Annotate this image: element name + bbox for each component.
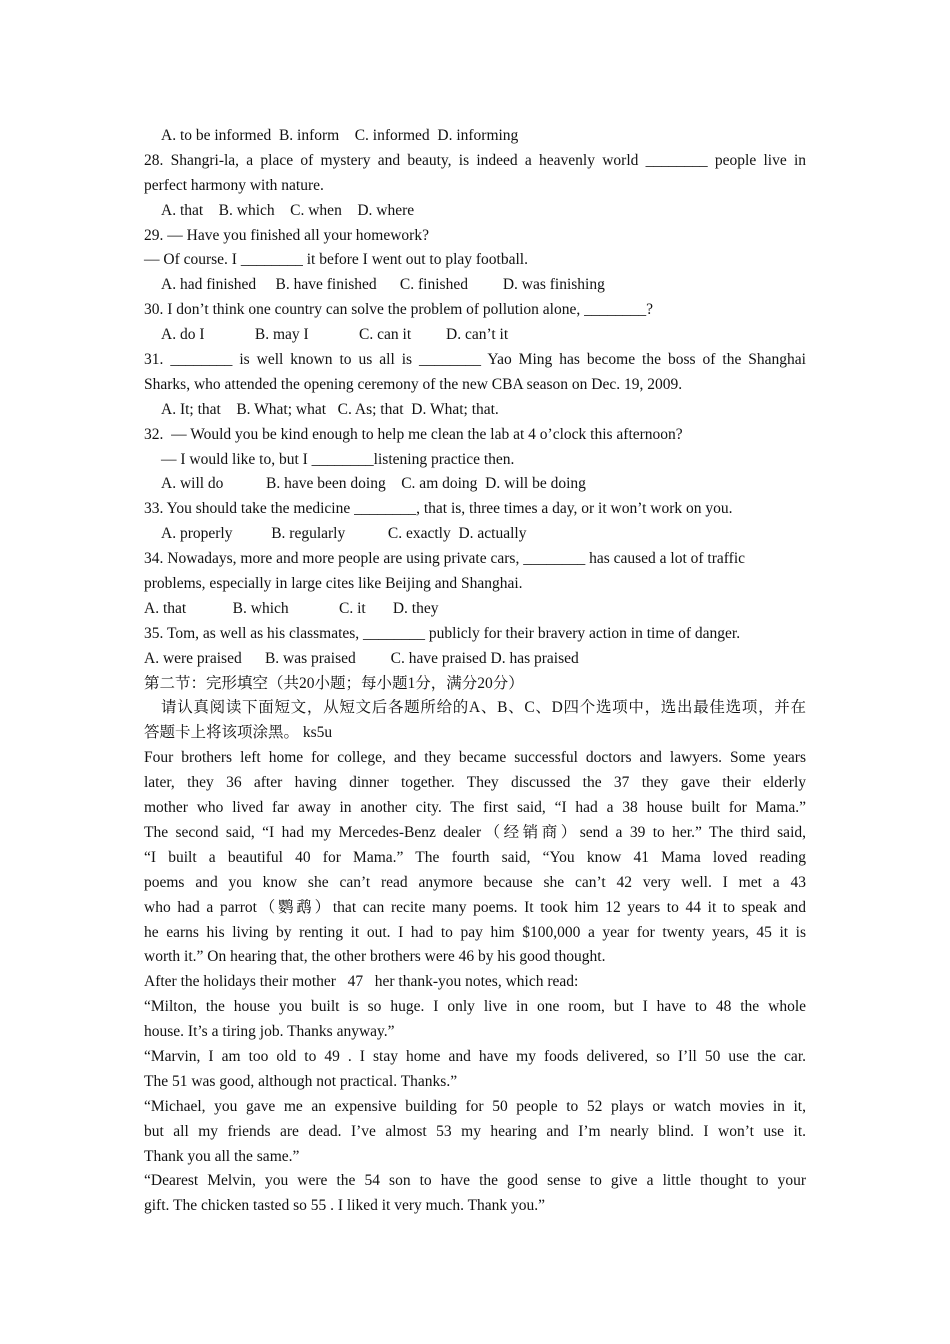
passage-line: “Milton, the house you built is so huge. I only live in one room, but I have to 48 the whole: [144, 998, 806, 1016]
q34-stem-line1: 34. Nowadays, more and more people are using private cars, ________ has caused a lot of traffic: [144, 550, 746, 568]
passage-paragraph-4: [144, 1045, 806, 1095]
passage-line: later, they 36 after having dinner together. They discussed the 37 they gave their elderly: [144, 774, 806, 792]
section-heading: 第二节：完形填空（共20小题；每小题1分，满分20分）: [144, 674, 524, 692]
passage-line: gift. The chicken tasted so 55 . I liked it very much. Thank you.”: [144, 1197, 546, 1215]
passage-line: he earns his living by renting it out. I had to pay him $100,000 a year for twenty years, 45 it is: [144, 923, 806, 941]
q33-options: A. properly B. regularly C. exactly D. actually: [161, 525, 527, 543]
q29-stem-line2: — Of course. I ________ it before I went out to play football.: [144, 251, 528, 269]
q29-options: A. had finished B. have finished C. finished D. was finishing: [161, 276, 605, 294]
passage-line: Thank you all the same.”: [144, 1147, 300, 1165]
q28-options: A. that B. which C. when D. where: [161, 201, 415, 219]
q31-stem-line2: Sharks, who attended the opening ceremony of the new CBA season on Dec. 19, 2009.: [144, 375, 683, 393]
passage-line: “I built a beautiful 40 for Mama.” The fourth said, “You know 41 Mama loved reading: [144, 848, 806, 866]
passage-line: The second said, “I had my Mercedes-Benz dealer（经销商）send a 39 to her.” The third said,: [144, 823, 806, 841]
passage-paragraph-1: [144, 746, 806, 970]
exam-page: [144, 124, 806, 1219]
passage-line: but all my friends are dead. I’ve almost 53 my hearing and I’m nearly blind. I won’t use it.: [144, 1122, 806, 1140]
q31-options: A. It; that B. What; what C. As; that D. What; that.: [161, 400, 499, 418]
section-instruction-line1: 请认真阅读下面短文，从短文后各题所给的A、B、C、D四个选项中，选出最佳选项，并在: [161, 699, 806, 717]
q28-stem-line2: perfect harmony with nature.: [144, 176, 324, 194]
passage-line: Four brothers left home for college, and they became successful doctors and lawyers. Some years: [144, 749, 806, 767]
q30-stem: 30. I don’t think one country can solve the problem of pollution alone, ________?: [144, 301, 653, 319]
q27-options: A. to be informed B. inform C. informed D. informing: [161, 127, 519, 144]
q34-stem-line2: problems, especially in large cites like Beijing and Shanghai.: [144, 575, 523, 593]
passage-line: “Michael, you gave me an expensive building for 50 people to 52 plays or watch movies in it,: [144, 1097, 806, 1115]
passage-line: The 51 was good, although not practical. Thanks.”: [144, 1072, 458, 1090]
q29-stem-line1: 29. — Have you finished all your homework?: [144, 226, 429, 244]
passage-paragraph-2: After the holidays their mother 47 her thank-you notes, which read:: [144, 973, 579, 991]
passage-paragraph-3: [144, 995, 806, 1045]
q34-options: A. that B. which C. it D. they: [144, 599, 439, 617]
q32-options: A. will do B. have been doing C. am doing D. will be doing: [161, 475, 586, 493]
passage-paragraph-5: [144, 1095, 806, 1170]
passage-line: who had a parrot（鹦鹉）that can recite many poems. It took him 12 years to 44 it to speak and: [144, 898, 806, 916]
q32-stem-line1: 32. — Would you be kind enough to help me clean the lab at 4 o’clock this afternoon?: [144, 425, 683, 443]
q28-stem-line1: 28. Shangri-la, a place of mystery and beauty, is indeed a heavenly world ________ people live in: [144, 151, 806, 169]
passage-line: “Dearest Melvin, you were the 54 son to have the good sense to give a little thought to your: [144, 1172, 806, 1190]
section-instruction-line2: 答题卡上将该项涂黑。 ks5u: [144, 724, 333, 742]
q32-stem-line2: — I would like to, but I ________listening practice then.: [161, 450, 515, 468]
passage-line: “Marvin, I am too old to 49 . I stay home and have my foods delivered, so I’ll 50 use the car.: [144, 1047, 806, 1065]
passage-line: house. It’s a tiring job. Thanks anyway.”: [144, 1023, 395, 1041]
q35-options: A. were praised B. was praised C. have praised D. has praised: [144, 649, 579, 667]
q31-stem-line1: 31. ________ is well known to us all is ________ Yao Ming has become the boss of the Shanghai: [144, 351, 806, 369]
q35-stem: 35. Tom, as well as his classmates, ________ publicly for their bravery action in time of danger.: [144, 624, 741, 642]
q33-stem: 33. You should take the medicine ________, that is, three times a day, or it won’t work on you.: [144, 500, 733, 518]
passage-paragraph-6: [144, 1169, 806, 1219]
q30-options: A. do I B. may I C. can it D. can’t it: [161, 326, 509, 344]
passage-line: worth it.” On hearing that, the other brothers were 46 by his good thought.: [144, 948, 606, 966]
passage-line: mother who lived far away in another city. The first said, “I had a 38 house built for Mama.”: [144, 799, 806, 817]
passage-line: poems and you know she can’t read anymore because she can’t 42 very well. I met a 43: [144, 873, 806, 891]
